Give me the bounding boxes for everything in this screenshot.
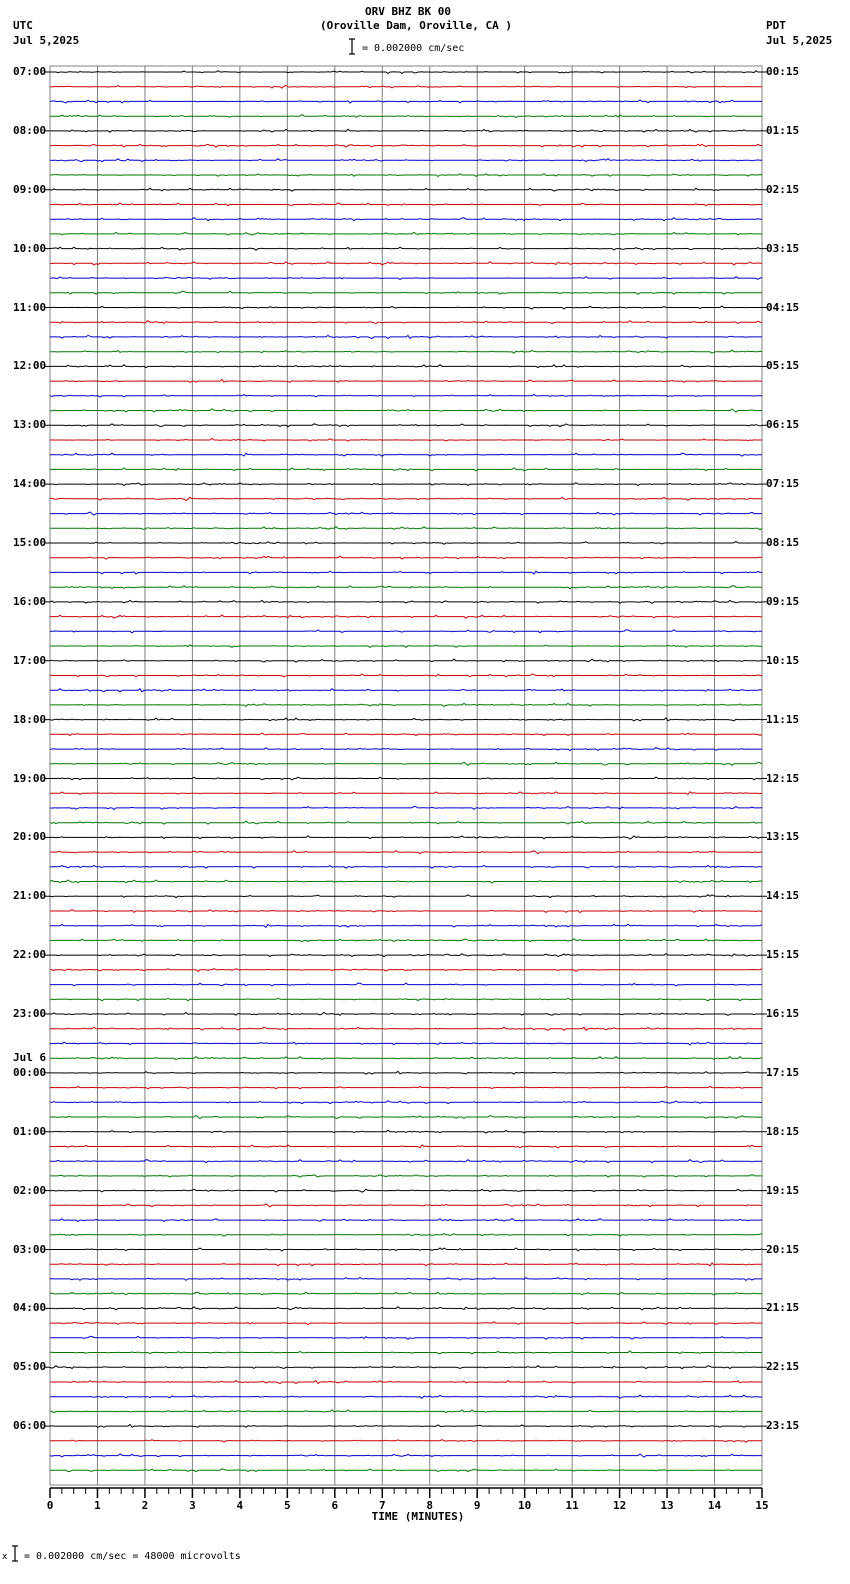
pdt-hour-label: 13:15 [766,830,800,844]
pdt-hour-label: 18:15 [766,1124,800,1138]
seismic-trace [50,527,762,530]
pdt-hour-label: 06:15 [766,418,800,432]
x-tick-label: 3 [189,1499,196,1512]
seismic-trace [50,203,762,206]
footer-scale-bar-icon [9,1545,21,1563]
seismic-trace [50,424,762,427]
seismic-trace [50,129,762,132]
utc-hour-label: 02:00 [13,1183,47,1197]
seismic-trace [50,1410,762,1413]
pdt-hour-label: 22:15 [766,1360,800,1374]
seismic-trace [50,1248,762,1251]
seismic-trace [50,1292,762,1295]
x-axis-label: TIME (MINUTES) [371,1510,465,1523]
pdt-hour-label: 21:15 [766,1301,800,1315]
pdt-hour-label: 12:15 [766,771,800,785]
seismic-trace [50,232,762,235]
seismic-trace [50,438,762,441]
seismic-trace [50,262,762,265]
footer-marker: x [2,1552,8,1562]
seismic-trace [50,1395,762,1398]
date-change-label: Jul 6 [13,1050,47,1064]
seismic-trace [50,1381,762,1384]
seismic-trace [50,571,762,574]
seismic-trace [50,1440,762,1443]
traces [50,71,762,1472]
seismic-trace [50,910,762,913]
seismic-trace [50,939,762,942]
right-date: Jul 5,2025 [766,34,833,47]
seismic-trace [50,365,762,368]
seismic-trace [50,542,762,545]
seismic-trace [50,174,762,177]
pdt-hour-label: 23:15 [766,1419,800,1433]
seismic-trace [50,1086,762,1089]
seismic-trace [50,1012,762,1015]
seismic-trace [50,218,762,221]
utc-hour-label: 18:00 [13,712,47,726]
seismic-trace [50,880,762,883]
pdt-hour-label: 05:15 [766,359,800,373]
seismic-trace [50,954,762,957]
station-location: (Oroville Dam, Oroville, CA ) [319,19,513,32]
seismic-trace [50,1057,762,1060]
utc-hour-label: 03:00 [13,1242,47,1256]
utc-hour-label: 16:00 [13,594,47,608]
pdt-hour-label: 17:15 [766,1065,800,1079]
x-tick-label: 10 [518,1499,532,1512]
seismic-trace [50,836,762,839]
pdt-hour-label: 15:15 [766,948,800,962]
seismic-trace [50,645,762,648]
utc-hour-label: 12:00 [13,359,47,373]
seismic-trace [50,115,762,118]
seismic-trace [50,483,762,486]
x-tick-label: 1 [94,1499,101,1512]
utc-hour-label: 08:00 [13,123,47,137]
seismic-trace [50,659,762,662]
utc-hour-label: 13:00 [13,418,47,432]
pdt-hour-label: 01:15 [766,123,800,137]
utc-hour-label: 07:00 [13,65,47,78]
x-tick-label: 4 [236,1499,244,1512]
pdt-hour-label: 04:15 [766,300,800,314]
seismic-trace [50,1366,762,1369]
seismic-trace [50,144,762,147]
pdt-hour-label: 02:15 [766,182,800,196]
seismic-trace [50,792,762,795]
seismic-trace [50,453,762,456]
footer-scale-note: = 0.002000 cm/sec = 48000 microvolts [24,1551,241,1562]
seismic-trace [50,1469,762,1472]
seismic-trace [50,1307,762,1310]
seismic-trace [50,615,762,618]
seismic-trace [50,586,762,589]
utc-hour-label: 20:00 [13,830,47,844]
seismic-trace [50,335,762,338]
seismic-trace [50,969,762,972]
seismic-trace [50,556,762,559]
seismic-trace [50,497,762,500]
seismic-trace [50,1322,762,1325]
seismic-trace [50,395,762,398]
utc-hour-label: 23:00 [13,1007,47,1020]
utc-hour-label: 14:00 [13,477,47,491]
right-timezone: PDT [766,19,786,32]
seismic-trace [50,703,762,706]
seismic-trace [50,983,762,986]
seismic-trace [50,1204,762,1207]
utc-hour-label: 11:00 [13,300,47,314]
x-tick-label: 14 [707,1499,722,1512]
scale-label: = 0.002000 cm/sec [362,43,465,54]
seismic-trace [50,100,762,103]
seismic-trace [50,866,762,869]
utc-hour-label: 06:00 [13,1419,47,1433]
seismic-trace [50,851,762,854]
time-axis [45,72,767,1498]
seismic-trace [50,409,762,412]
utc-hour-label: 01:00 [13,1124,47,1138]
pdt-hour-label: 03:15 [766,241,800,255]
seismic-trace [50,630,762,633]
pdt-hour-label: 00:15 [766,65,800,78]
utc-hour-label: 00:00 [13,1065,47,1079]
x-tick-label: 12 [612,1499,627,1512]
seismic-trace [50,895,762,898]
x-tick-label: 13 [660,1499,674,1512]
seismic-trace [50,718,762,721]
seismic-trace [50,1175,762,1178]
seismic-trace [50,1278,762,1281]
seismic-trace [50,762,762,765]
x-tick-label: 15 [755,1499,769,1512]
utc-hour-label: 21:00 [13,889,47,903]
utc-hour-label: 10:00 [13,241,47,255]
pdt-hour-label: 14:15 [766,889,800,903]
seismic-trace [50,733,762,735]
seismic-trace [50,321,762,324]
pdt-hour-label: 08:15 [766,536,800,549]
x-tick-label: 11 [565,1499,579,1512]
seismic-trace [50,1454,762,1457]
utc-hour-label: 17:00 [13,653,47,667]
seismic-trace [50,1234,762,1237]
utc-hour-label: 15:00 [13,536,47,549]
x-tick-label: 2 [141,1499,149,1512]
left-timezone: UTC [13,19,33,32]
pdt-hour-label: 09:15 [766,594,800,608]
seismic-trace [50,600,762,603]
seismic-trace [50,1219,762,1222]
seismic-trace [50,71,762,74]
seismic-trace [50,512,762,515]
pdt-hour-label: 16:15 [766,1007,800,1020]
seismic-trace [50,380,762,383]
utc-hour-label: 04:00 [13,1301,47,1315]
seismic-trace [50,247,762,250]
utc-hour-label: 19:00 [13,771,47,785]
utc-hour-label: 05:00 [13,1360,47,1374]
pdt-hour-label: 10:15 [766,653,800,667]
seismic-trace [50,924,762,927]
x-tick-label: 0 [46,1499,54,1512]
seismic-trace [50,277,762,280]
seismic-trace [50,689,762,692]
seismic-trace [50,998,762,1001]
seismic-trace [50,159,762,162]
station-title: ORV BHZ BK 00 [364,5,452,18]
seismic-trace [50,1071,762,1074]
x-tick-label: 5 [284,1499,291,1512]
seismic-trace [50,806,762,809]
seismic-trace [50,1130,762,1133]
seismic-trace [50,1189,762,1192]
seismic-trace [50,86,762,89]
seismic-trace [50,188,762,191]
seismic-trace [50,748,762,751]
pdt-hour-label: 07:15 [766,477,800,491]
left-date: Jul 5,2025 [13,34,80,47]
x-tick-label: 8 [426,1499,434,1512]
seismic-trace [50,1027,762,1030]
seismic-trace [50,1425,762,1428]
utc-hour-label: 09:00 [13,182,47,196]
x-tick-label: 9 [473,1499,481,1512]
seismic-trace [50,1145,762,1148]
x-tick-label: 7 [378,1499,386,1512]
pdt-hour-label: 20:15 [766,1242,800,1256]
seismic-trace [50,1336,762,1339]
seismic-trace [50,1042,762,1045]
seismic-trace [50,1160,762,1163]
pdt-hour-label: 11:15 [766,712,800,726]
seismic-trace [50,1101,762,1104]
pdt-hour-label: 19:15 [766,1183,800,1197]
x-tick-label: 6 [331,1499,339,1512]
seismic-trace [50,291,762,294]
seismic-trace [50,821,762,824]
seismic-trace [50,350,762,353]
seismic-trace [50,1116,762,1119]
seismic-trace [50,1263,762,1266]
seismic-trace [50,674,762,677]
seismic-trace [50,468,762,471]
seismic-trace [50,777,762,780]
seismic-trace [50,1351,762,1354]
utc-hour-label: 22:00 [13,948,47,962]
seismic-trace [50,306,762,309]
